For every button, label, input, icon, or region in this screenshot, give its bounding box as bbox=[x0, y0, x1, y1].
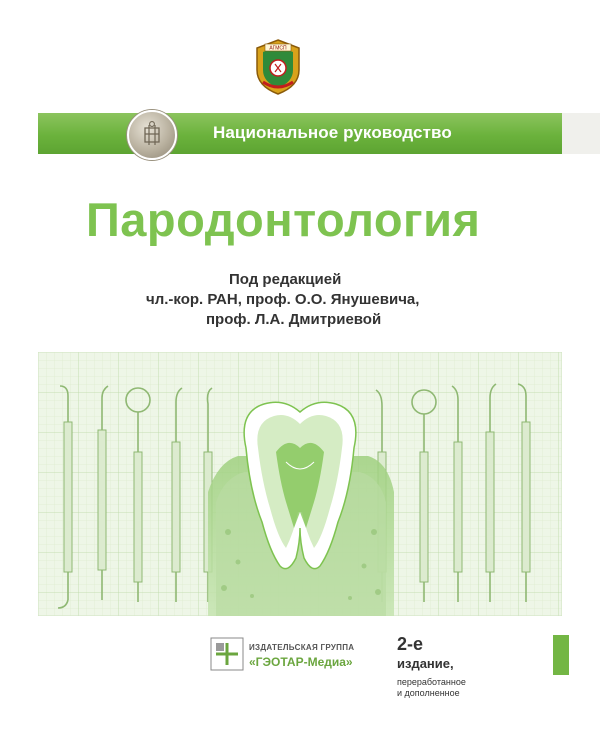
emblem-text: АГМСП bbox=[269, 45, 287, 52]
book-title: Пародонтология bbox=[86, 193, 481, 246]
publisher-name: «ГЭОТАР-Медиа» bbox=[249, 655, 353, 669]
editors-line: проф. Л.А. Дмитриевой bbox=[206, 311, 382, 328]
series-badge-icon bbox=[127, 110, 177, 160]
series-label: Национальное руководство bbox=[213, 123, 452, 142]
university-emblem-icon bbox=[253, 38, 303, 96]
edition-word: издание, bbox=[397, 656, 454, 671]
publisher-group-label: ИЗДАТЕЛЬСКАЯ ГРУППА bbox=[249, 643, 355, 652]
edition-accent-stripe bbox=[553, 635, 569, 675]
anatomy-symbol-icon bbox=[129, 112, 175, 158]
periodontal-illustration bbox=[38, 352, 562, 616]
publisher-logo-icon bbox=[210, 637, 244, 671]
edition-number: 2-е bbox=[397, 634, 424, 654]
editors-line: чл.-кор. РАН, проф. О.О. Янушевича, bbox=[146, 291, 420, 308]
editors-block bbox=[146, 270, 420, 330]
edition-note: и дополненное bbox=[397, 688, 460, 698]
series-banner-end bbox=[562, 113, 600, 154]
edition-note: переработанное bbox=[397, 677, 466, 687]
editors-line: Под редакцией bbox=[229, 271, 342, 288]
